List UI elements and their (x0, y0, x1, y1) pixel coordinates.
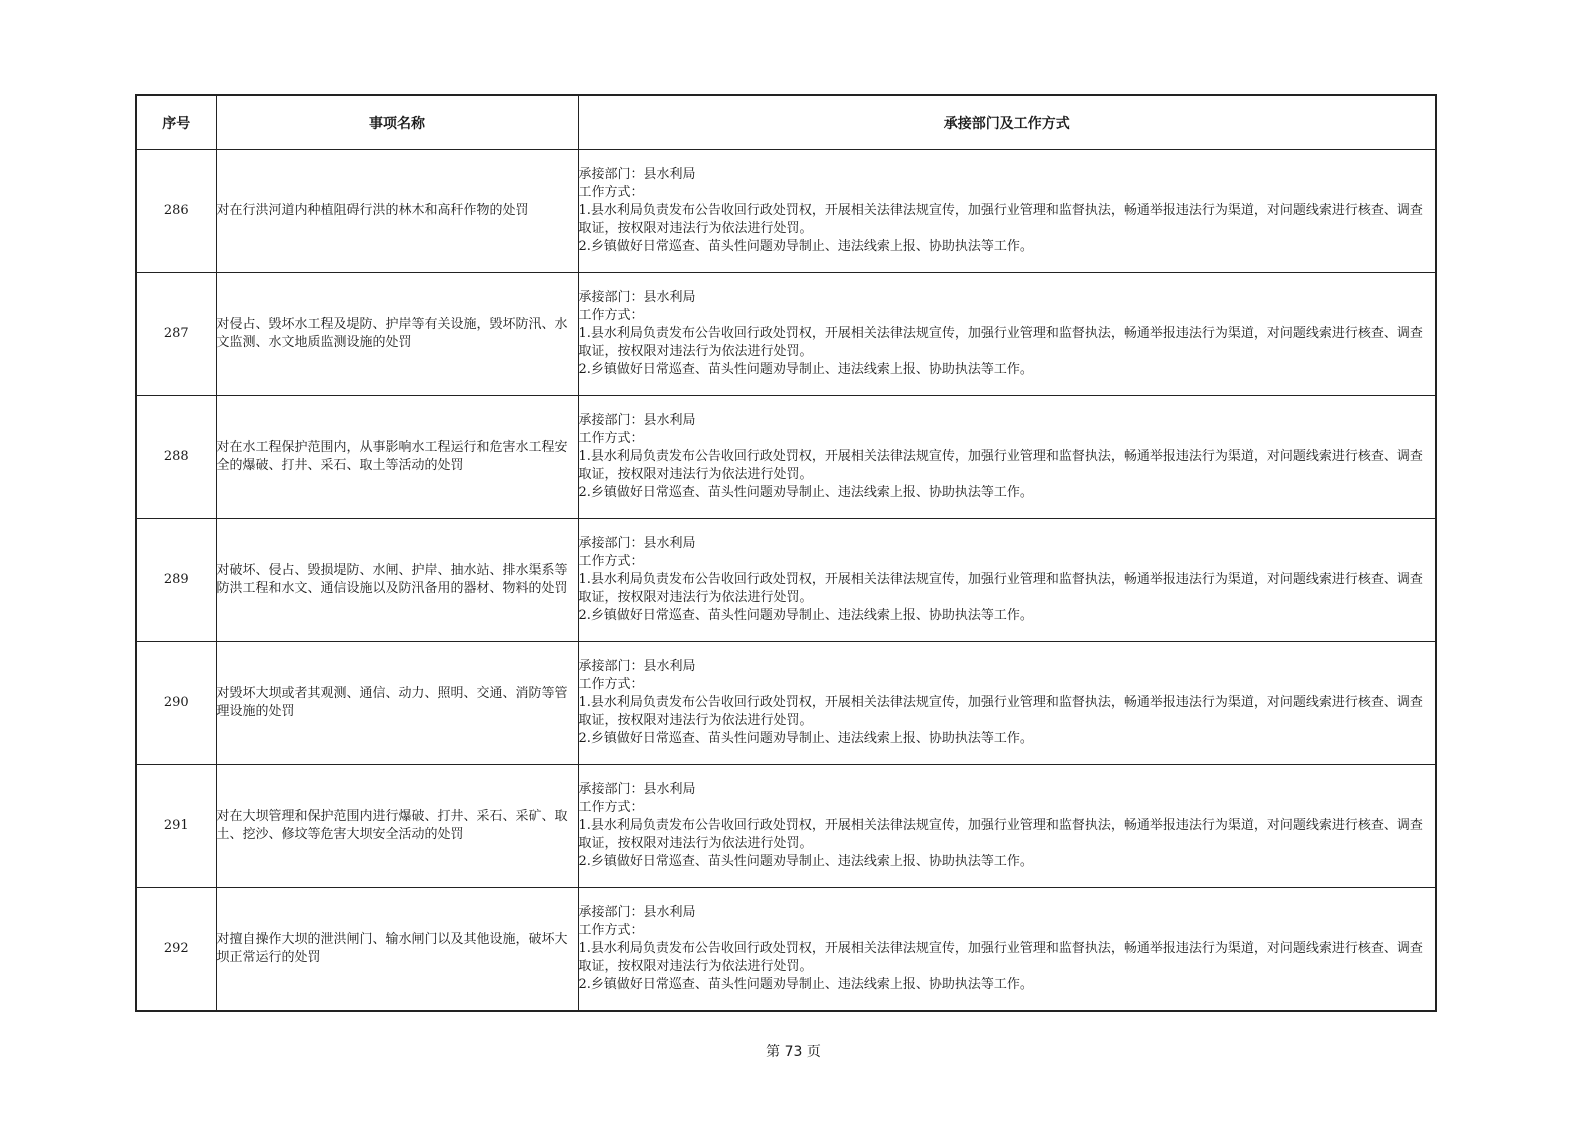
method-step-1: 1.县水利局负责发布公告收回行政处罚权，开展相关法律法规宣传，加强行业管理和监督执法，畅通举报违法行为渠道，对问题线索进行核查、调查取证，按权限对违法行为依法进行处罚。 (578, 449, 1423, 482)
header-row (136, 95, 1436, 150)
table-row (136, 888, 1436, 1012)
table-row (136, 765, 1436, 888)
method-step-1: 1.县水利局负责发布公告收回行政处罚权，开展相关法律法规宣传，加强行业管理和监督执法，畅通举报违法行为渠道，对问题线索进行核查、调查取证，按权限对违法行为依法进行处罚。 (578, 695, 1423, 728)
dept-line: 承接部门：县水利局 (578, 290, 696, 305)
row-seq: 292 (136, 888, 216, 1012)
method-step-2: 2.乡镇做好日常巡查、苗头性问题劝导制止、违法线索上报、协助执法等工作。 (578, 854, 1033, 869)
method-step-1: 1.县水利局负责发布公告收回行政处罚权，开展相关法律法规宣传，加强行业管理和监督执法，畅通举报违法行为渠道，对问题线索进行核查、调查取证，按权限对违法行为依法进行处罚。 (578, 941, 1423, 974)
method-step-2: 2.乡镇做好日常巡查、苗头性问题劝导制止、违法线索上报、协助执法等工作。 (578, 977, 1033, 992)
table-row (136, 396, 1436, 519)
row-item-name: 对侵占、毁坏水工程及堤防、护岸等有关设施，毁坏防汛、水文监测、水文地质监测设施的处罚 (216, 273, 578, 396)
dept-line: 承接部门：县水利局 (578, 659, 696, 674)
row-item-name: 对在行洪河道内种植阻碍行洪的林木和高秆作物的处罚 (216, 150, 578, 273)
row-dept-method (578, 273, 1436, 396)
header-dept-method: 承接部门及工作方式 (578, 95, 1436, 150)
method-label: 工作方式： (578, 923, 644, 938)
table-row (136, 273, 1436, 396)
row-seq: 290 (136, 642, 216, 765)
table-row (136, 642, 1436, 765)
method-label: 工作方式： (578, 554, 644, 569)
dept-line: 承接部门：县水利局 (578, 905, 696, 920)
method-label: 工作方式： (578, 677, 644, 692)
method-step-1: 1.县水利局负责发布公告收回行政处罚权，开展相关法律法规宣传，加强行业管理和监督执法，畅通举报违法行为渠道，对问题线索进行核查、调查取证，按权限对违法行为依法进行处罚。 (578, 572, 1423, 605)
row-item-name: 对在水工程保护范围内，从事影响水工程运行和危害水工程安全的爆破、打井、采石、取土等活动的处罚 (216, 396, 578, 519)
row-dept-method (578, 519, 1436, 642)
dept-line: 承接部门：县水利局 (578, 413, 696, 428)
method-step-1: 1.县水利局负责发布公告收回行政处罚权，开展相关法律法规宣传，加强行业管理和监督执法，畅通举报违法行为渠道，对问题线索进行核查、调查取证，按权限对违法行为依法进行处罚。 (578, 326, 1423, 359)
method-step-2: 2.乡镇做好日常巡查、苗头性问题劝导制止、违法线索上报、协助执法等工作。 (578, 608, 1033, 623)
row-dept-method (578, 642, 1436, 765)
method-step-1: 1.县水利局负责发布公告收回行政处罚权，开展相关法律法规宣传，加强行业管理和监督执法，畅通举报违法行为渠道，对问题线索进行核查、调查取证，按权限对违法行为依法进行处罚。 (578, 203, 1423, 236)
row-seq: 288 (136, 396, 216, 519)
method-step-2: 2.乡镇做好日常巡查、苗头性问题劝导制止、违法线索上报、协助执法等工作。 (578, 239, 1033, 254)
method-label: 工作方式： (578, 800, 644, 815)
method-label: 工作方式： (578, 431, 644, 446)
table-row (136, 519, 1436, 642)
header-seq: 序号 (136, 95, 216, 150)
method-step-1: 1.县水利局负责发布公告收回行政处罚权，开展相关法律法规宣传，加强行业管理和监督执法，畅通举报违法行为渠道，对问题线索进行核查、调查取证，按权限对违法行为依法进行处罚。 (578, 818, 1423, 851)
items-table (135, 94, 1437, 1012)
row-item-name: 对毁坏大坝或者其观测、通信、动力、照明、交通、消防等管理设施的处罚 (216, 642, 578, 765)
table-body (136, 150, 1436, 1012)
row-seq: 287 (136, 273, 216, 396)
row-seq: 289 (136, 519, 216, 642)
row-seq: 291 (136, 765, 216, 888)
method-step-2: 2.乡镇做好日常巡查、苗头性问题劝导制止、违法线索上报、协助执法等工作。 (578, 362, 1033, 377)
row-dept-method (578, 150, 1436, 273)
row-dept-method (578, 888, 1436, 1012)
row-dept-method (578, 396, 1436, 519)
method-label: 工作方式： (578, 185, 644, 200)
method-label: 工作方式： (578, 308, 644, 323)
page-number: 第 73 页 (766, 1044, 821, 1060)
dept-line: 承接部门：县水利局 (578, 167, 696, 182)
method-step-2: 2.乡镇做好日常巡查、苗头性问题劝导制止、违法线索上报、协助执法等工作。 (578, 731, 1033, 746)
header-item-name: 事项名称 (216, 95, 578, 150)
method-step-2: 2.乡镇做好日常巡查、苗头性问题劝导制止、违法线索上报、协助执法等工作。 (578, 485, 1033, 500)
table-header (136, 95, 1436, 150)
table-row (136, 150, 1436, 273)
dept-line: 承接部门：县水利局 (578, 782, 696, 797)
row-item-name: 对在大坝管理和保护范围内进行爆破、打井、采石、采矿、取土、挖沙、修坟等危害大坝安全活动的处罚 (216, 765, 578, 888)
row-seq: 286 (136, 150, 216, 273)
dept-line: 承接部门：县水利局 (578, 536, 696, 551)
row-item-name: 对擅自操作大坝的泄洪闸门、输水闸门以及其他设施，破坏大坝正常运行的处罚 (216, 888, 578, 1012)
row-item-name: 对破坏、侵占、毁损堤防、水闸、护岸、抽水站、排水渠系等防洪工程和水文、通信设施以及防汛备用的器材、物料的处罚 (216, 519, 578, 642)
row-dept-method (578, 765, 1436, 888)
